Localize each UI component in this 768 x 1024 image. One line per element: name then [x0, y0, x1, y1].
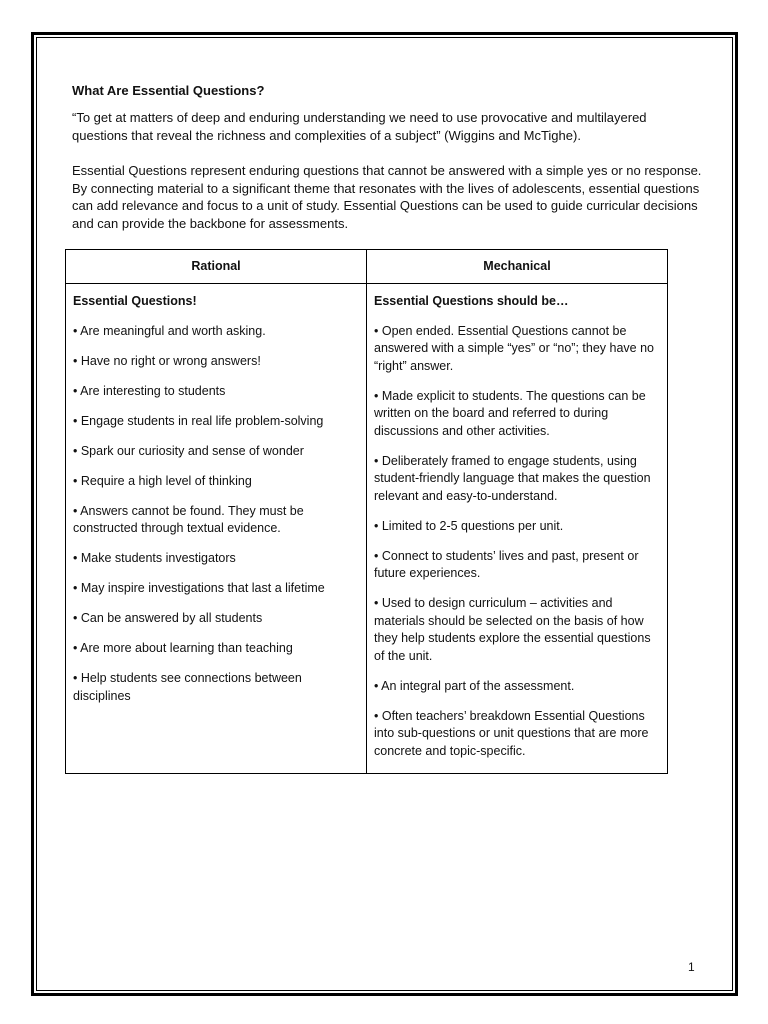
header-mechanical: Mechanical: [367, 250, 668, 284]
list-item: • Are more about learning than teaching: [73, 641, 293, 655]
list-item: • Deliberately framed to engage students, using student-friendly language that makes the question relevant and easy-to-understand.: [374, 453, 651, 503]
list-item: • Limited to 2-5 questions per unit.: [374, 518, 564, 533]
page-heading: What Are Essential Questions?: [72, 83, 265, 98]
rational-column-title: Essential Questions!: [73, 294, 197, 308]
list-item: • May inspire investigations that last a lifetime: [73, 581, 325, 595]
list-item: • Engage students in real life problem-solving: [73, 413, 324, 428]
mechanical-column: [367, 284, 668, 774]
list-item: • Answers cannot be found. They must be constructed through textual evidence.: [73, 503, 304, 535]
list-item: • Are interesting to students: [73, 383, 226, 398]
list-item: • Open ended. Essential Questions cannot be answered with a simple “yes” or “no”; they have no “right” answer.: [374, 323, 654, 373]
header-rational: Rational: [66, 250, 367, 284]
list-item: • Are meaningful and worth asking.: [73, 323, 266, 338]
list-item: • Make students investigators: [73, 551, 236, 565]
list-item: • Connect to students’ lives and past, present or future experiences.: [374, 548, 639, 580]
quote-paragraph: “To get at matters of deep and enduring understanding we need to use provocative and multilayered questions that reveal the richness and complexities of a subject” (Wiggins and McTighe).: [72, 110, 647, 143]
rational-column: [66, 284, 367, 774]
mechanical-column-title: Essential Questions should be…: [374, 294, 569, 308]
list-item: • Spark our curiosity and sense of wonder: [73, 443, 304, 458]
intro-paragraph: Essential Questions represent enduring questions that cannot be answered with a simple yes or no response. By connecting material to a significant theme that resonates with the lives of adolescents, essential questions can add relevance and focus to a unit of study. Essential Questions can be used to guide curricular decisions and can provide the backbone for assessments.: [72, 163, 702, 231]
list-item: • Help students see connections between disciplines: [73, 671, 302, 703]
table-header-row: [66, 250, 668, 284]
table-body-row: [66, 284, 668, 774]
list-item: • Can be answered by all students: [73, 611, 263, 625]
list-item: • An integral part of the assessment.: [374, 678, 575, 693]
list-item: • Require a high level of thinking: [73, 473, 252, 488]
list-item: • Made explicit to students. The questions can be written on the board and referred to during discussions and other activities.: [374, 388, 646, 438]
list-item: • Have no right or wrong answers!: [73, 353, 261, 368]
list-item: • Used to design curriculum – activities and materials should be selected on the basis of how they help students explore the essential questions of the unit.: [374, 596, 651, 663]
essential-questions-table: [65, 249, 668, 774]
list-item: • Often teachers’ breakdown Essential Questions into sub-questions or unit questions that are more concrete and topic-specific.: [374, 708, 649, 758]
page-number: 1: [688, 960, 695, 974]
